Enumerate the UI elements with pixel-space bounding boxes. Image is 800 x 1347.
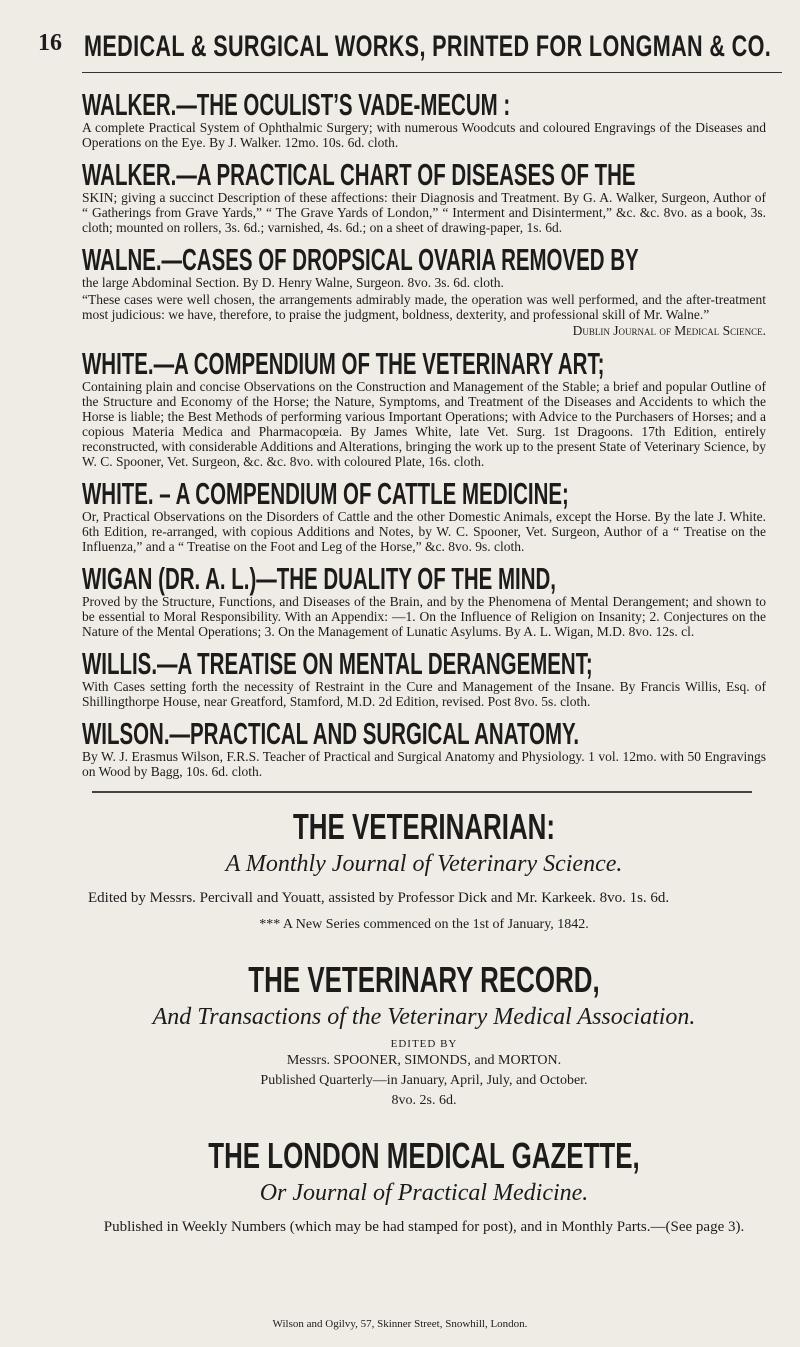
book-entry	[82, 88, 766, 150]
entry-description: the large Abdominal Section. By D. Henry Walne, Surgeon. 8vo. 3s. 6d. cloth.	[82, 275, 504, 290]
entry-description: By W. J. Erasmus Wilson, F.R.S. Teacher of Practical and Surgical Anatomy and Physiology. 1 vol. 12mo. with 50 Engravings on Wood by Bagg, 10s. 6d. cloth.	[82, 749, 766, 779]
book-entry	[82, 243, 766, 339]
journal-details: Edited by Messrs. Percivall and Youatt, assisted by Professor Dick and Mr. Karkeek. 8vo. 1s. 6d.	[88, 890, 670, 906]
journal-title: THE VETERINARY RECORD,	[248, 959, 600, 1000]
journal-editors: Messrs. SPOONER, SIMONDS, and MORTON.	[286, 1053, 562, 1068]
journal-publication: Published Quarterly—in January, April, July, and October.	[260, 1073, 588, 1088]
entry-description: SKIN; giving a succinct Description of these affections: their Diagnosis and Treatment. By G. A. Walker, Surgeon, Author of “ Gatherings from Grave Yards,” “ The Grave Yards of London,” “ Interment and Disinterment,” &c. &c. 8vo. as a book, 3s. cloth; mounted on rollers, 3s. 6d.; varnished, 4s. 6d.; on a sheet of drawing-paper, 1s. 6d.	[82, 190, 766, 235]
book-entry	[82, 158, 766, 235]
entry-description: Proved by the Structure, Functions, and Diseases of the Brain, and by the Phenomena of Mental Derangement; and shown to be essential to Moral Responsibility. With an Appendix: —1. On the Influence of Religion on Insanity; 2. Conjectures on the Nature of the Mental Operations; 3. On the Management of Lunatic Asylums. By A. L. Wigan, M.D. 8vo. 12s. cl.	[82, 594, 766, 639]
header-rule	[82, 72, 782, 73]
entry-heading: WALNE.—CASES OF DROPSICAL OVARIA REMOVED BY	[82, 242, 639, 277]
journal-title: THE LONDON MEDICAL GAZETTE,	[208, 1135, 640, 1176]
running-head	[26, 22, 786, 78]
entry-heading: WHITE. – A COMPENDIUM OF CATTLE MEDICINE;	[82, 476, 569, 511]
review-source: Dublin Journal of Medical Science.	[572, 323, 766, 338]
journal-details: Published in Weekly Numbers (which may be had stamped for post), and in Monthly Parts.—(See page 3).	[103, 1219, 745, 1235]
journal-title: THE VETERINARIAN:	[292, 806, 556, 847]
book-entry	[82, 562, 766, 639]
journal-price: 8vo. 2s. 6d.	[391, 1093, 457, 1108]
journal-notice	[82, 1136, 766, 1237]
entry-heading: WILLIS.—A TREATISE ON MENTAL DERANGEMENT;	[82, 646, 593, 681]
running-title: MEDICAL & SURGICAL WORKS, PRINTED FOR LONGMAN & CO.	[84, 30, 772, 63]
entry-heading: WILSON.—PRACTICAL AND SURGICAL ANATOMY.	[82, 716, 580, 751]
journal-subtitle: And Transactions of the Veterinary Medical Association.	[152, 1004, 696, 1030]
entry-description: Containing plain and concise Observations on the Construction and Management of the Stable; a brief and popular Outline of the Structure and Economy of the Horse; the Nature, Symptoms, and Treatment of the Diseases and Accidents to which the Horse is liable; the Best Methods of performing various Important Operations; with Advice to the Purchasers of Horses; and a copious Materia Medica and Pharmacopœia. By James White, late Vet. Surg. 1st Dragoons. 17th Edition, entirely reconstructed, with considerable Additions and Alterations, bringing the work up to the present State of Veterinary Science, by W. C. Spooner, Vet. Surgeon, &c. &c. 8vo. with coloured Plate, 16s. cloth.	[82, 379, 766, 469]
entry-description: Or, Practical Observations on the Disorders of Cattle and the other Domestic Animals, except the Horse. By the late J. White. 6th Edition, re-arranged, with copious Additions and Notes, by W. C. Spooner, Vet. Surgeon, Author of a “ Treatise on the Influenza,” and a “ Treatise on the Foot and Leg of the Horse,” &c. 8vo. 9s. cloth.	[82, 509, 766, 554]
entry-heading: WHITE.—A COMPENDIUM OF THE VETERINARY ART;	[82, 346, 605, 381]
entry-heading: WIGAN (DR. A. L.)—THE DUALITY OF THE MIND,	[82, 561, 556, 596]
section-divider	[92, 791, 752, 793]
book-entry	[82, 717, 766, 779]
entry-heading: WALKER.—A PRACTICAL CHART OF DISEASES OF THE	[82, 157, 636, 192]
journal-subtitle: Or Journal of Practical Medicine.	[259, 1180, 589, 1206]
entry-description: With Cases setting forth the necessity of Restraint in the Cure and Management of the Insane. By Francis Willis, Esq. of Shillingthorpe House, near Greatford, Stamford, M.D. 2d Edition, revised. Post 8vo. 5s. cloth.	[82, 679, 766, 709]
journal-subtitle: A Monthly Journal of Veterinary Science.	[225, 851, 623, 877]
page-number: 16	[38, 30, 62, 56]
journal-note: *** A New Series commenced on the 1st of January, 1842.	[259, 917, 589, 932]
review-quote: “These cases were well chosen, the arrangements admirably made, the operation was well performed, and the after-treatment most judicious: we have, therefore, to praise the judgment, boldness, dexterity, and professional skill of Mr. Walne.”	[82, 292, 766, 322]
journal-edited-by: EDITED BY	[390, 1038, 458, 1050]
journal-notice	[82, 807, 766, 934]
book-entry	[82, 477, 766, 554]
book-entry	[82, 647, 766, 709]
book-entry	[82, 347, 766, 469]
catalogue-listing	[82, 88, 766, 1237]
journal-notice	[82, 960, 766, 1110]
printer-imprint: Wilson and Ogilvy, 57, Skinner Street, Snowhill, London.	[272, 1318, 528, 1330]
entry-description: A complete Practical System of Ophthalmic Surgery; with numerous Woodcuts and coloured Engravings of the Diseases and Operations on the Eye. By J. Walker. 12mo. 10s. 6d. cloth.	[82, 120, 766, 150]
entry-heading: WALKER.—THE OCULIST’S VADE-MECUM :	[82, 87, 511, 122]
